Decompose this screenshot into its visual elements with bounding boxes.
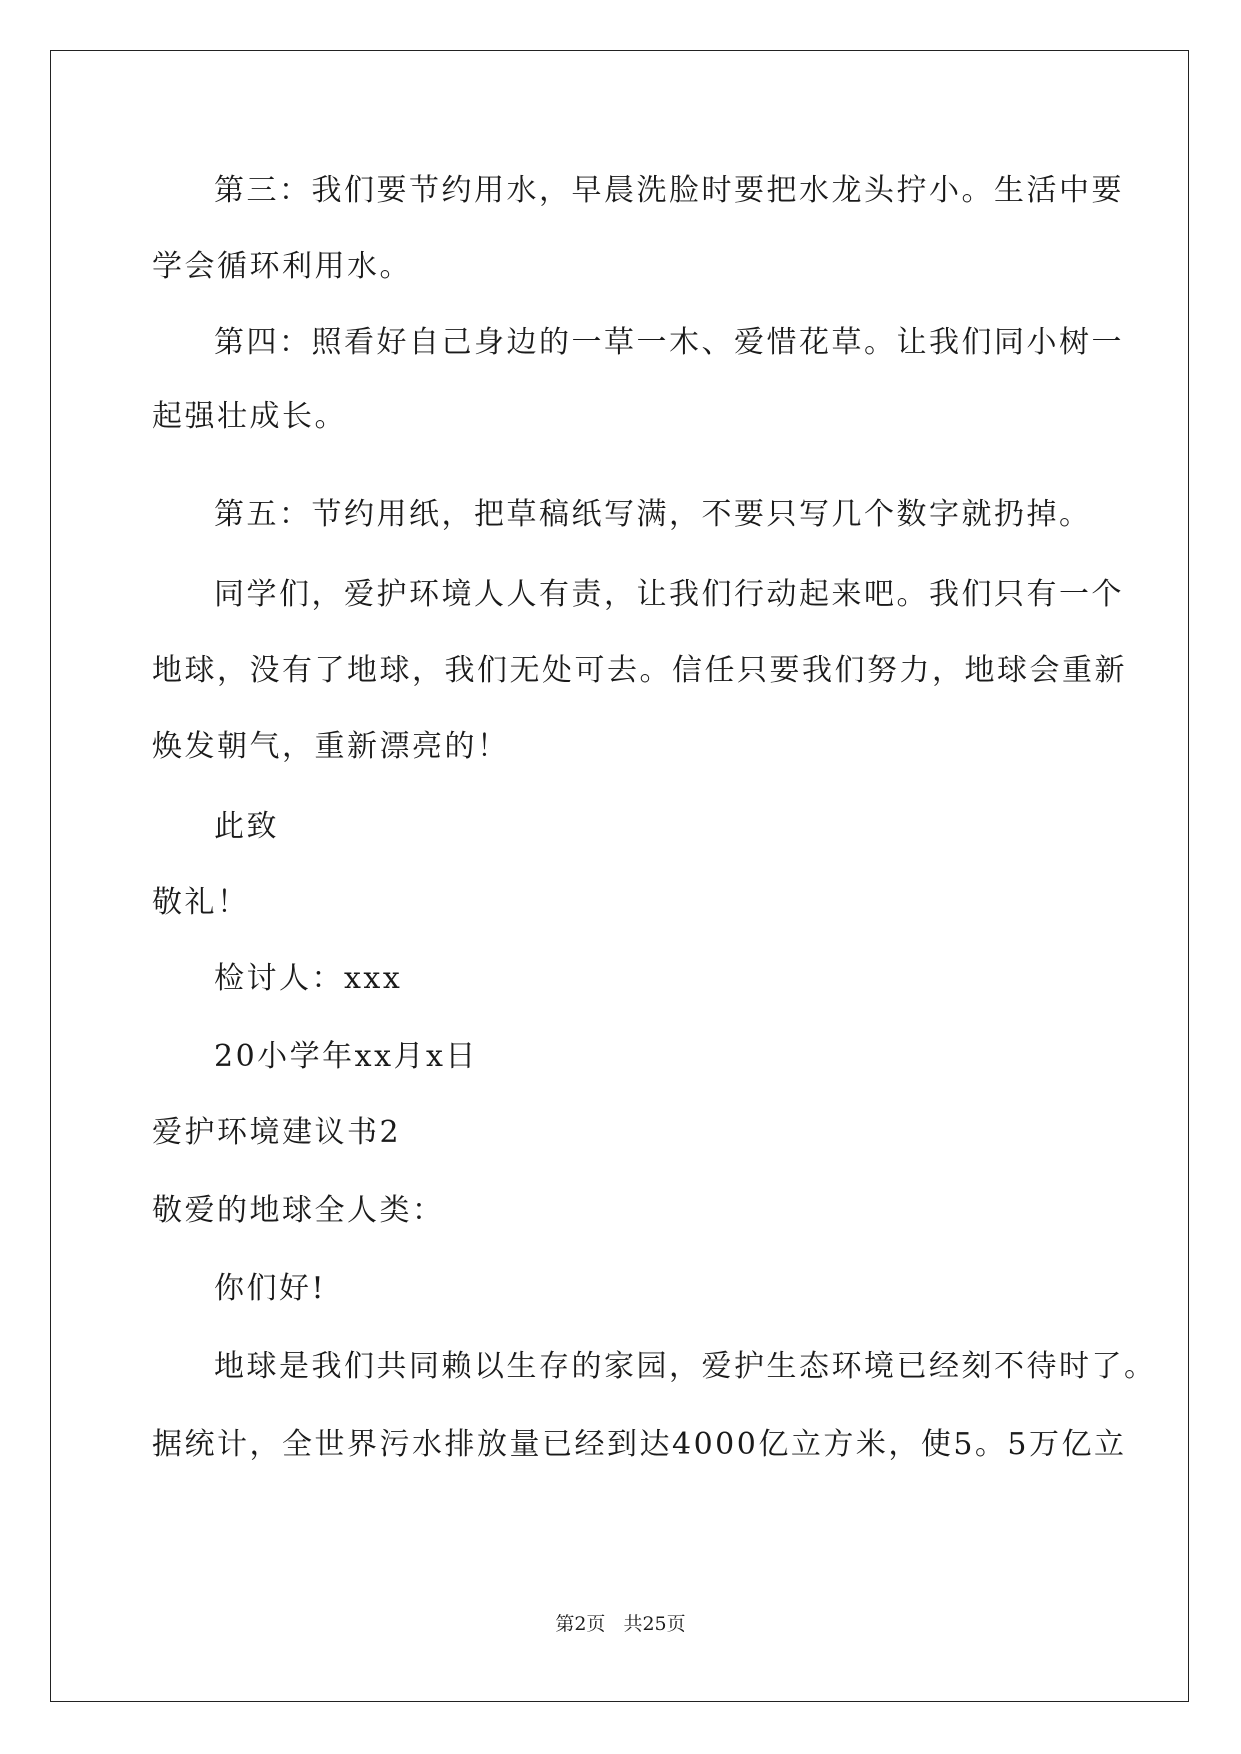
paragraph-line: 同学们，爱护环境人人有责，让我们行动起来吧。我们只有一个	[214, 577, 1124, 612]
total-pages: 共25页	[623, 1613, 686, 1635]
section-title: 爱护环境建议书2	[152, 1115, 402, 1150]
paragraph-line: 地球是我们共同赖以生存的家园，爱护生态环境已经刻不待时了。	[214, 1349, 1157, 1384]
paragraph-line: 焕发朝气，重新漂亮的！	[152, 729, 510, 764]
paragraph-line: 第三：我们要节约用水，早晨洗脸时要把水龙头拧小。生活中要	[214, 173, 1124, 208]
salutation: 敬爱的地球全人类：	[152, 1193, 445, 1228]
page-number: 第2页	[555, 1613, 606, 1635]
paragraph-line: 第四：照看好自己身边的一草一木、爱惜花草。让我们同小树一	[214, 325, 1124, 360]
paragraph-line: 起强壮成长。	[152, 399, 347, 434]
page-footer	[0, 1613, 1241, 1635]
date-line: 20小学年xx月x日	[214, 1039, 478, 1074]
closing-salute: 敬礼！	[152, 885, 250, 920]
closing-salutation: 此致	[214, 809, 279, 844]
paragraph-line: 第五：节约用纸，把草稿纸写满，不要只写几个数字就扔掉。	[214, 497, 1092, 532]
paragraph-line: 据统计，全世界污水排放量已经到达4000亿立方米，使5。5万亿立	[152, 1427, 1127, 1462]
signature-line: 检讨人：xxx	[214, 961, 403, 996]
paragraph-line: 地球，没有了地球，我们无处可去。信任只要我们努力，地球会重新	[152, 653, 1127, 688]
greeting: 你们好!	[214, 1271, 327, 1306]
paragraph-line: 学会循环利用水。	[152, 249, 412, 284]
